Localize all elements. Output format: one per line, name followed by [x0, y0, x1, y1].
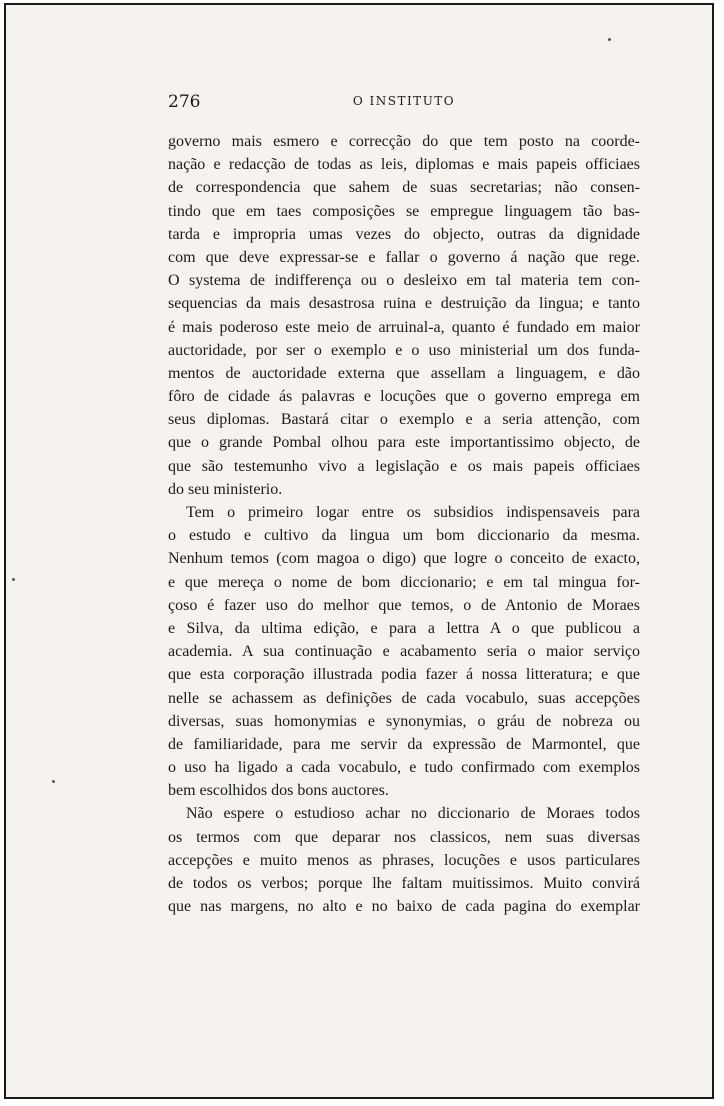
text-line: sequencias da mais desastrosa ruina e destruição da lingua; e tanto [168, 295, 640, 313]
text-line: auctoridade, por ser o exemplo e o uso ministerial um dos funda- [168, 341, 640, 359]
text-line: que são testemunho vivo a legislação e os mais papeis officiaes [168, 457, 640, 475]
text-line: nação e redacção de todas as leis, diplomas e mais papeis officiaes [168, 156, 640, 174]
text-line: academia. A sua continuação e acabamento seria o maior serviço [168, 643, 640, 661]
text-line: o uso ha ligado a cada vocabulo, e tudo confirmado com exemplos [168, 759, 640, 777]
text-line: accepções e muito menos as phrases, locuções e usos particulares [168, 851, 640, 869]
running-title: O INSTITUTO [352, 94, 456, 108]
text-line: que o grande Pombal olhou para este importantissimo objecto, de [168, 434, 640, 452]
text-line: O systema de indifferença ou o desleixo em tal materia tem con- [168, 272, 640, 290]
text-line: mentos de auctoridade externa que assellam a linguagem, e dão [168, 364, 640, 382]
text-line: de todos os verbos; porque lhe faltam muitissimos. Muito convirá [168, 875, 640, 892]
text-line: os termos com que deparar nos classicos, nem suas diversas [168, 828, 640, 846]
page-header [168, 92, 640, 118]
paragraph-first-line: Tem o primeiro logar entre os subsidios indispensaveis para [186, 504, 640, 521]
scan-speck [52, 780, 55, 783]
text-line: diversas, suas homonymias e synonymias, o gráu de nobreza ou [168, 712, 640, 730]
text-line: çoso é fazer uso do melhor que temos, o de Antonio de Moraes [168, 596, 640, 614]
book-page [168, 92, 640, 918]
text-line: o estudo e cultivo da lingua um bom diccionario da mesma. [168, 527, 640, 545]
scan-speck [12, 578, 15, 581]
text-line: tindo que em taes composições se empregue linguagem tão bas- [168, 202, 640, 220]
text-line: é mais poderoso este meio de arruinal-a, quanto é fundado em maior [168, 318, 640, 336]
paragraph-end-line: do seu ministerio. [168, 480, 283, 498]
text-line: e que mereça o nome de bom diccionario; e em tal mingua for- [168, 573, 640, 591]
text-line: de familiaridade, para me servir da expressão de Marmontel, que [168, 735, 640, 753]
paragraph-end-line: bem escolhidos dos bons auctores. [168, 782, 389, 800]
scan-speck [608, 38, 611, 41]
body-text [168, 130, 640, 918]
text-line: governo mais esmero e correcção do que tem posto na coorde- [168, 133, 640, 150]
text-line: tarda e impropria umas vezes do objecto, outras da dignidade [168, 225, 640, 243]
text-line: e Silva, da ultima edição, e para a lettra A o que publicou a [168, 619, 640, 637]
text-line: que esta corporação illustrada podia fazer á nossa litteratura; e que [168, 666, 640, 684]
paragraph-first-line: Não espere o estudioso achar no diccionario de Moraes todos [186, 805, 640, 823]
text-line: nelle se achassem as definições de cada vocabulo, suas accepções [168, 689, 640, 707]
text-line: que nas margens, no alto e no baixo de cada pagina do exemplar [168, 898, 640, 916]
text-line: seus diplomas. Bastará citar o exemplo e a seria attenção, com [168, 411, 640, 429]
text-line: com que deve expressar-se e fallar o governo á nação que rege. [168, 248, 640, 266]
text-line: de correspondencia que sahem de suas secretarias; não consen- [168, 179, 640, 197]
text-line: fôro de cidade ás palavras e locuções que o governo emprega em [168, 388, 640, 406]
text-line: Nenhum temos (com magoa o digo) que logre o conceito de exacto, [168, 550, 640, 568]
page-number: 276 [168, 92, 201, 112]
